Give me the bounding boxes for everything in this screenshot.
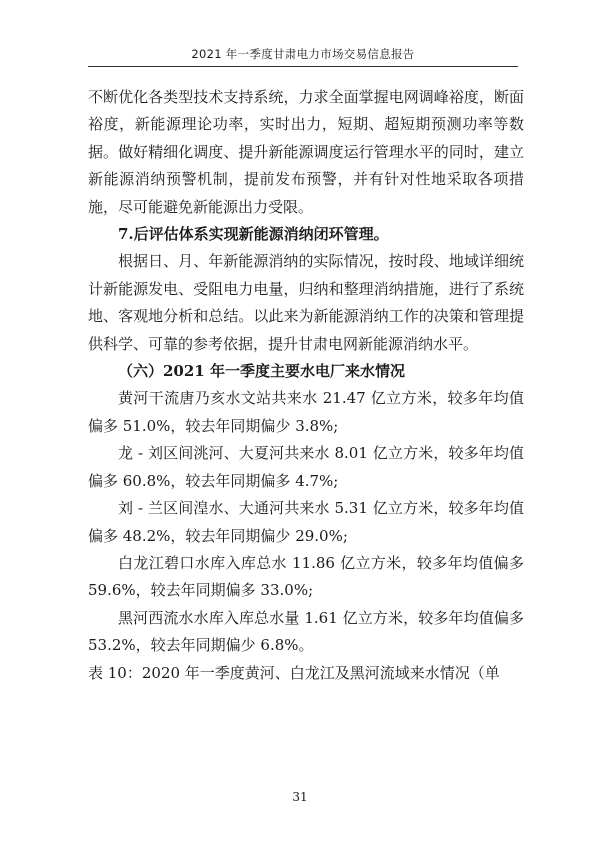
water-inflow-item-2: 龙 - 刘区间洮河、大夏河共来水 8.01 亿立方米，较多年均值偏多 60.8%，较去年同期偏多 4.7%; (88, 444, 524, 490)
water-inflow-item-3: 刘 - 兰区间湟水、大通河共来水 5.31 亿立方米，较多年均值偏多 48.2%，较去年同期偏少 29.0%; (88, 499, 524, 545)
section-heading-7: 7.后评估体系实现新能源消纳闭环管理。 (118, 225, 389, 244)
paragraph: 根据日、月、年新能源消纳的实际情况，按时段、地域详细统计新能源发电、受阻电力电量，归纳和整理消纳措施，进行了系统地、客观地分析和总结。以此来为新能源消纳工作的决策和管理提供科学、可靠的参考依据，提升甘肃电网新能源消纳水平。 (88, 252, 524, 353)
water-inflow-item-5: 黑河西流水水库入库总水量 1.61 亿立方米，较多年均值偏多 53.2%，较去年同期偏少 6.8%。 (88, 608, 524, 655)
section-heading-6: （六）2021 年一季度主要水电厂来水情况 (118, 362, 405, 381)
table-caption: 表 10：2020 年一季度黄河、白龙江及黑河流域来水情况（单 (88, 663, 500, 682)
water-inflow-item-1: 黄河干流唐乃亥水文站共来水 21.47 亿立方米，较多年均值偏多 51.0%，较去年同期偏少 3.8%; (88, 389, 524, 435)
header-rule (88, 66, 518, 67)
body-text (88, 84, 524, 687)
page-header: 2021 年一季度甘肃电力市场交易信息报告 (191, 47, 415, 61)
water-inflow-item-4: 白龙江碧口水库入库总水 11.86 亿立方米，较多年均值偏多 59.6%，较去年同期偏多 33.0%; (88, 553, 524, 600)
page-number: 31 (292, 790, 308, 804)
paragraph-continued: 不断优化各类型技术支持系统，力求全面掌握电网调峰裕度，断面裕度，新能源理论功率，实时出力，短期、超短期预测功率等数据。做好精细化调度、提升新能源调度运行管理水平的同时，建立新能源消纳预警机制，提前发布预警，并有针对性地采取各项措施，尽可能避免新能源出力受限。 (88, 88, 524, 216)
